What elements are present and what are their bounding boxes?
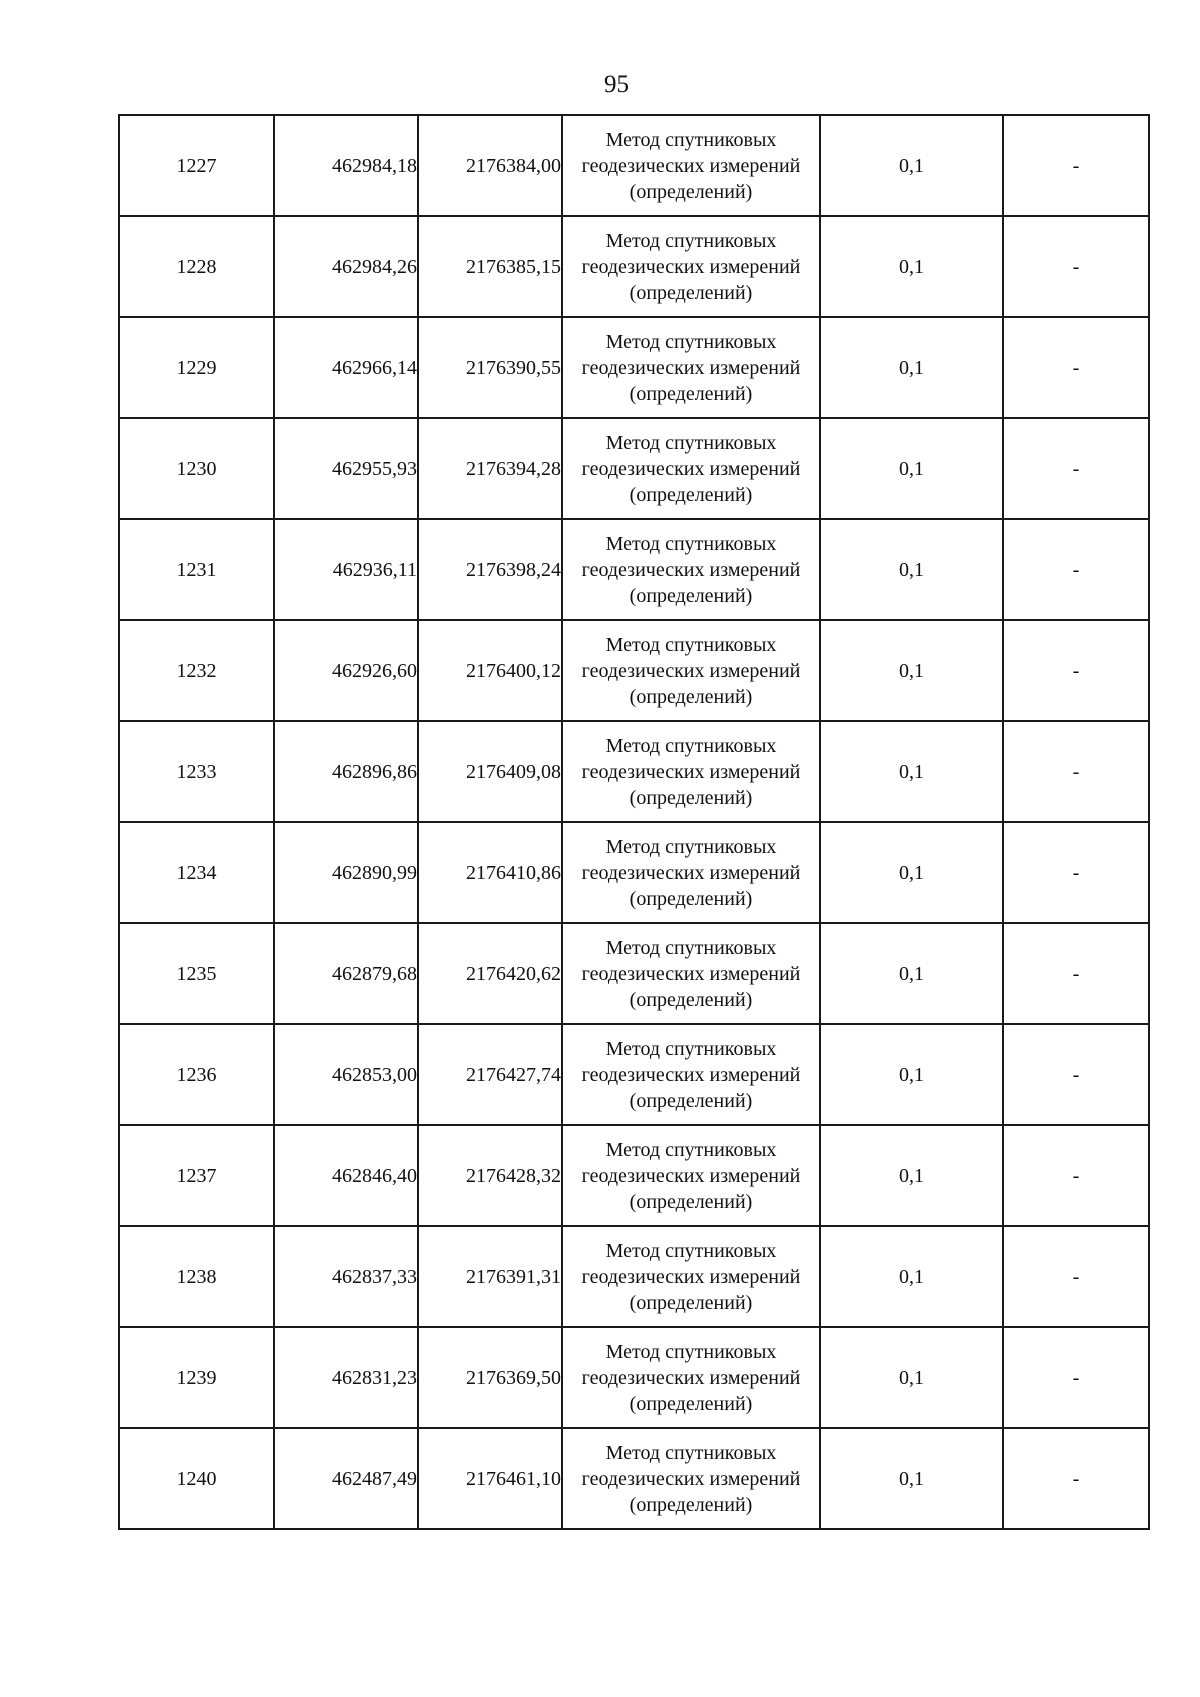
point-number-cell: 1234 xyxy=(119,822,274,923)
table-row xyxy=(119,1428,1149,1529)
y-coordinate-cell: 2176420,62 xyxy=(418,923,562,1024)
note-cell: - xyxy=(1003,721,1149,822)
y-coordinate-cell: 2176369,50 xyxy=(418,1327,562,1428)
note-cell: - xyxy=(1003,923,1149,1024)
method-line: (определений) xyxy=(629,1291,753,1314)
note-cell: - xyxy=(1003,1327,1149,1428)
y-coordinate-cell: 2176409,08 xyxy=(418,721,562,822)
accuracy-cell: 0,1 xyxy=(820,1327,1003,1428)
point-number-cell: 1230 xyxy=(119,418,274,519)
method-line: Метод спутниковых xyxy=(605,1441,777,1464)
point-number-cell: 1229 xyxy=(119,317,274,418)
point-number-cell: 1237 xyxy=(119,1125,274,1226)
method-line: геодезических измерений xyxy=(581,760,801,783)
method-line: Метод спутниковых xyxy=(605,1138,777,1161)
method-line: геодезических измерений xyxy=(581,255,801,278)
table-row xyxy=(119,923,1149,1024)
table-row xyxy=(119,317,1149,418)
method-line: (определений) xyxy=(629,483,753,506)
method-cell xyxy=(562,1125,820,1226)
method-cell xyxy=(562,822,820,923)
method-cell xyxy=(562,519,820,620)
accuracy-cell: 0,1 xyxy=(820,418,1003,519)
method-line: геодезических измерений xyxy=(581,962,801,985)
accuracy-cell: 0,1 xyxy=(820,620,1003,721)
method-line: Метод спутниковых xyxy=(605,1340,777,1363)
table-row xyxy=(119,620,1149,721)
method-line: Метод спутниковых xyxy=(605,1037,777,1060)
method-line: геодезических измерений xyxy=(581,558,801,581)
method-line: (определений) xyxy=(629,180,753,203)
note-cell: - xyxy=(1003,1024,1149,1125)
method-line: Метод спутниковых xyxy=(605,128,777,151)
method-cell xyxy=(562,1226,820,1327)
x-coordinate-cell: 462936,11 xyxy=(274,519,418,620)
table-row xyxy=(119,822,1149,923)
accuracy-cell: 0,1 xyxy=(820,216,1003,317)
method-line: (определений) xyxy=(629,584,753,607)
table-row xyxy=(119,216,1149,317)
method-cell xyxy=(562,115,820,216)
y-coordinate-cell: 2176461,10 xyxy=(418,1428,562,1529)
method-cell xyxy=(562,1024,820,1125)
method-line: геодезических измерений xyxy=(581,1366,801,1389)
x-coordinate-cell: 462984,18 xyxy=(274,115,418,216)
method-line: геодезических измерений xyxy=(581,659,801,682)
page-number: 95 xyxy=(604,71,629,98)
table-row xyxy=(119,1024,1149,1125)
x-coordinate-cell: 462896,86 xyxy=(274,721,418,822)
y-coordinate-cell: 2176427,74 xyxy=(418,1024,562,1125)
method-line: геодезических измерений xyxy=(581,154,801,177)
method-line: Метод спутниковых xyxy=(605,1239,777,1262)
accuracy-cell: 0,1 xyxy=(820,923,1003,1024)
x-coordinate-cell: 462984,26 xyxy=(274,216,418,317)
point-number-cell: 1239 xyxy=(119,1327,274,1428)
accuracy-cell: 0,1 xyxy=(820,115,1003,216)
table-row xyxy=(119,115,1149,216)
note-cell: - xyxy=(1003,1125,1149,1226)
accuracy-cell: 0,1 xyxy=(820,1125,1003,1226)
method-cell xyxy=(562,418,820,519)
method-line: Метод спутниковых xyxy=(605,734,777,757)
method-cell xyxy=(562,721,820,822)
y-coordinate-cell: 2176400,12 xyxy=(418,620,562,721)
method-line: (определений) xyxy=(629,1089,753,1112)
point-number-cell: 1238 xyxy=(119,1226,274,1327)
y-coordinate-cell: 2176428,32 xyxy=(418,1125,562,1226)
method-line: Метод спутниковых xyxy=(605,229,777,252)
method-cell xyxy=(562,317,820,418)
x-coordinate-cell: 462853,00 xyxy=(274,1024,418,1125)
y-coordinate-cell: 2176385,15 xyxy=(418,216,562,317)
method-line: (определений) xyxy=(629,786,753,809)
method-line: Метод спутниковых xyxy=(605,431,777,454)
y-coordinate-cell: 2176398,24 xyxy=(418,519,562,620)
x-coordinate-cell: 462831,23 xyxy=(274,1327,418,1428)
method-line: (определений) xyxy=(629,1493,753,1516)
method-line: Метод спутниковых xyxy=(605,330,777,353)
table-row xyxy=(119,418,1149,519)
method-line: геодезических измерений xyxy=(581,1063,801,1086)
x-coordinate-cell: 462846,40 xyxy=(274,1125,418,1226)
note-cell: - xyxy=(1003,1428,1149,1529)
y-coordinate-cell: 2176410,86 xyxy=(418,822,562,923)
x-coordinate-cell: 462837,33 xyxy=(274,1226,418,1327)
y-coordinate-cell: 2176391,31 xyxy=(418,1226,562,1327)
x-coordinate-cell: 462879,68 xyxy=(274,923,418,1024)
method-line: Метод спутниковых xyxy=(605,532,777,555)
y-coordinate-cell: 2176384,00 xyxy=(418,115,562,216)
method-cell xyxy=(562,923,820,1024)
method-line: (определений) xyxy=(629,887,753,910)
method-cell xyxy=(562,1428,820,1529)
method-line: (определений) xyxy=(629,1190,753,1213)
note-cell: - xyxy=(1003,418,1149,519)
method-line: (определений) xyxy=(629,685,753,708)
accuracy-cell: 0,1 xyxy=(820,721,1003,822)
method-line: (определений) xyxy=(629,382,753,405)
point-number-cell: 1228 xyxy=(119,216,274,317)
method-line: геодезических измерений xyxy=(581,356,801,379)
method-line: геодезических измерений xyxy=(581,861,801,884)
point-number-cell: 1227 xyxy=(119,115,274,216)
method-cell xyxy=(562,1327,820,1428)
method-line: (определений) xyxy=(629,988,753,1011)
table-row xyxy=(119,1327,1149,1428)
method-line: (определений) xyxy=(629,281,753,304)
method-line: геодезических измерений xyxy=(581,457,801,480)
method-cell xyxy=(562,216,820,317)
note-cell: - xyxy=(1003,822,1149,923)
accuracy-cell: 0,1 xyxy=(820,1428,1003,1529)
method-line: Метод спутниковых xyxy=(605,835,777,858)
point-number-cell: 1233 xyxy=(119,721,274,822)
point-number-cell: 1236 xyxy=(119,1024,274,1125)
y-coordinate-cell: 2176394,28 xyxy=(418,418,562,519)
table-row xyxy=(119,721,1149,822)
table-row xyxy=(119,519,1149,620)
accuracy-cell: 0,1 xyxy=(820,317,1003,418)
accuracy-cell: 0,1 xyxy=(820,1226,1003,1327)
point-number-cell: 1240 xyxy=(119,1428,274,1529)
x-coordinate-cell: 462926,60 xyxy=(274,620,418,721)
note-cell: - xyxy=(1003,115,1149,216)
note-cell: - xyxy=(1003,317,1149,418)
method-line: геодезических измерений xyxy=(581,1467,801,1490)
method-line: Метод спутниковых xyxy=(605,936,777,959)
point-number-cell: 1232 xyxy=(119,620,274,721)
method-line: геодезических измерений xyxy=(581,1265,801,1288)
accuracy-cell: 0,1 xyxy=(820,822,1003,923)
method-cell xyxy=(562,620,820,721)
accuracy-cell: 0,1 xyxy=(820,519,1003,620)
note-cell: - xyxy=(1003,519,1149,620)
x-coordinate-cell: 462890,99 xyxy=(274,822,418,923)
y-coordinate-cell: 2176390,55 xyxy=(418,317,562,418)
point-number-cell: 1235 xyxy=(119,923,274,1024)
table-row xyxy=(119,1125,1149,1226)
x-coordinate-cell: 462955,93 xyxy=(274,418,418,519)
note-cell: - xyxy=(1003,1226,1149,1327)
table-body xyxy=(119,115,1149,1529)
method-line: Метод спутниковых xyxy=(605,633,777,656)
method-line: геодезических измерений xyxy=(581,1164,801,1187)
method-line: (определений) xyxy=(629,1392,753,1415)
point-number-cell: 1231 xyxy=(119,519,274,620)
coordinates-table xyxy=(118,114,1150,1530)
table-row xyxy=(119,1226,1149,1327)
note-cell: - xyxy=(1003,620,1149,721)
note-cell: - xyxy=(1003,216,1149,317)
x-coordinate-cell: 462966,14 xyxy=(274,317,418,418)
accuracy-cell: 0,1 xyxy=(820,1024,1003,1125)
x-coordinate-cell: 462487,49 xyxy=(274,1428,418,1529)
